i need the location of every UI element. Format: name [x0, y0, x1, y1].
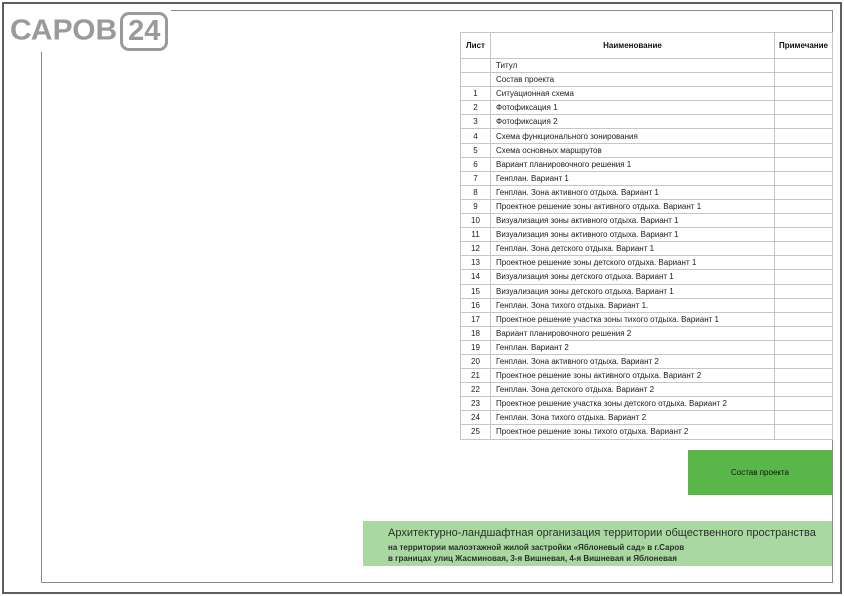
project-subtitle-line-2: в границах улиц Жасминовая, 3-я Вишневая, 4-я Вишневая и Яблоневая	[388, 554, 677, 563]
table-row	[461, 340, 833, 354]
note-cell	[775, 171, 833, 185]
note-cell	[775, 425, 833, 439]
note-cell	[775, 270, 833, 284]
sheet-cell: 22	[461, 383, 491, 397]
note-cell	[775, 242, 833, 256]
sheet-cell: 25	[461, 425, 491, 439]
sheet-cell: 17	[461, 312, 491, 326]
sheet-cell: 20	[461, 354, 491, 368]
note-cell	[775, 199, 833, 213]
sheet-cell: 14	[461, 270, 491, 284]
note-cell	[775, 256, 833, 270]
sheet-cell	[461, 73, 491, 87]
project-subtitle-line-1: на территории малоэтажной жилой застройки «Яблоневый сад» в г.Саров	[388, 543, 685, 552]
name-cell: Титул	[491, 59, 775, 73]
table-row	[461, 59, 833, 73]
name-cell: Проектное решение зоны детского отдыха. Вариант 1	[491, 256, 775, 270]
sheet-cell: 6	[461, 157, 491, 171]
name-cell: Вариант планировочного решения 1	[491, 157, 775, 171]
sheet-cell: 15	[461, 284, 491, 298]
note-cell	[775, 185, 833, 199]
name-cell: Генплан. Зона тихого отдыха. Вариант 2	[491, 411, 775, 425]
table-header-row	[461, 33, 833, 59]
note-cell	[775, 157, 833, 171]
name-cell: Проектное решение участка зоны тихого отдыха. Вариант 1	[491, 312, 775, 326]
note-cell	[775, 228, 833, 242]
sheet-cell: 5	[461, 143, 491, 157]
table-row	[461, 270, 833, 284]
logo-wordmark: САРОВ	[10, 14, 118, 47]
name-cell: Проектное решение зоны тихого отдыха. Вариант 2	[491, 425, 775, 439]
note-cell	[775, 214, 833, 228]
table-row	[461, 214, 833, 228]
column-header-note: Примечание	[775, 33, 833, 59]
table-row	[461, 87, 833, 101]
name-cell: Схема основных маршрутов	[491, 143, 775, 157]
name-cell: Вариант планировочного решения 2	[491, 326, 775, 340]
table-row	[461, 411, 833, 425]
name-cell: Фотофиксация 1	[491, 101, 775, 115]
name-cell: Визуализация зоны активного отдыха. Вариант 1	[491, 228, 775, 242]
name-cell: Визуализация зоны детского отдыха. Вариант 1	[491, 270, 775, 284]
stamp-label: Состав проекта	[730, 468, 789, 477]
note-cell	[775, 411, 833, 425]
note-cell	[775, 73, 833, 87]
note-cell	[775, 369, 833, 383]
note-cell	[775, 312, 833, 326]
sheet-cell: 21	[461, 369, 491, 383]
table-row	[461, 143, 833, 157]
table-row	[461, 157, 833, 171]
name-cell: Генплан. Зона тихого отдыха. Вариант 1.	[491, 298, 775, 312]
name-cell: Состав проекта	[491, 73, 775, 87]
sheet-cell: 7	[461, 171, 491, 185]
column-header-name: Наименование	[491, 33, 775, 59]
note-cell	[775, 101, 833, 115]
table-row	[461, 171, 833, 185]
note-cell	[775, 383, 833, 397]
note-cell	[775, 354, 833, 368]
table-row	[461, 115, 833, 129]
table-row	[461, 101, 833, 115]
name-cell: Визуализация зоны активного отдыха. Вариант 1	[491, 214, 775, 228]
table-row	[461, 397, 833, 411]
table-header	[461, 33, 833, 59]
name-cell: Генплан. Зона детского отдыха. Вариант 1	[491, 242, 775, 256]
project-title-banner	[363, 521, 832, 566]
sheet-cell: 4	[461, 129, 491, 143]
sheet-cell: 9	[461, 199, 491, 213]
sheet-cell: 24	[461, 411, 491, 425]
note-cell	[775, 326, 833, 340]
name-cell: Проектное решение зоны активного отдыха. Вариант 1	[491, 199, 775, 213]
sheet-cell: 16	[461, 298, 491, 312]
name-cell: Генплан. Вариант 2	[491, 340, 775, 354]
note-cell	[775, 115, 833, 129]
name-cell: Ситуационная схема	[491, 87, 775, 101]
note-cell	[775, 59, 833, 73]
sheet-cell: 12	[461, 242, 491, 256]
project-title: Архитектурно-ландшафтная организация территории общественного пространства	[388, 527, 816, 539]
table-row	[461, 326, 833, 340]
table-row	[461, 425, 833, 439]
sheet-cell: 18	[461, 326, 491, 340]
name-cell: Генплан. Вариант 1	[491, 171, 775, 185]
sheet-cell: 10	[461, 214, 491, 228]
name-cell: Проектное решение участка зоны детского отдыха. Вариант 2	[491, 397, 775, 411]
column-header-sheet: Лист	[461, 33, 491, 59]
note-cell	[775, 129, 833, 143]
sheet-cell: 2	[461, 101, 491, 115]
note-cell	[775, 87, 833, 101]
name-cell: Генплан. Зона активного отдыха. Вариант 1	[491, 185, 775, 199]
table-body	[461, 59, 833, 440]
sheet-cell	[461, 59, 491, 73]
logo-24-badge: 24	[120, 12, 168, 51]
table-row	[461, 298, 833, 312]
sheet-cell: 13	[461, 256, 491, 270]
sheet-cell: 23	[461, 397, 491, 411]
note-cell	[775, 143, 833, 157]
name-cell: Визуализация зоны детского отдыха. Вариант 1	[491, 284, 775, 298]
note-cell	[775, 397, 833, 411]
note-cell	[775, 298, 833, 312]
note-cell	[775, 340, 833, 354]
name-cell: Фотофиксация 2	[491, 115, 775, 129]
table-row	[461, 242, 833, 256]
table-row	[461, 256, 833, 270]
table-row	[461, 228, 833, 242]
table-row	[461, 383, 833, 397]
sheet-cell: 8	[461, 185, 491, 199]
sheet-cell: 1	[461, 87, 491, 101]
sheet-list-table	[460, 32, 833, 440]
sheet-cell: 19	[461, 340, 491, 354]
table-row	[461, 354, 833, 368]
sarov24-logo	[10, 10, 171, 52]
name-cell: Проектное решение зоны активного отдыха. Вариант 2	[491, 369, 775, 383]
table-row	[461, 185, 833, 199]
name-cell: Генплан. Зона активного отдыха. Вариант 2	[491, 354, 775, 368]
table-row	[461, 129, 833, 143]
name-cell: Схема функционального зонирования	[491, 129, 775, 143]
table-row	[461, 369, 833, 383]
note-cell	[775, 284, 833, 298]
project-contents-stamp	[688, 450, 832, 495]
table-row	[461, 73, 833, 87]
name-cell: Генплан. Зона детского отдыха. Вариант 2	[491, 383, 775, 397]
sheet-cell: 3	[461, 115, 491, 129]
sheet-cell: 11	[461, 228, 491, 242]
table-row	[461, 312, 833, 326]
table-row	[461, 199, 833, 213]
table-row	[461, 284, 833, 298]
